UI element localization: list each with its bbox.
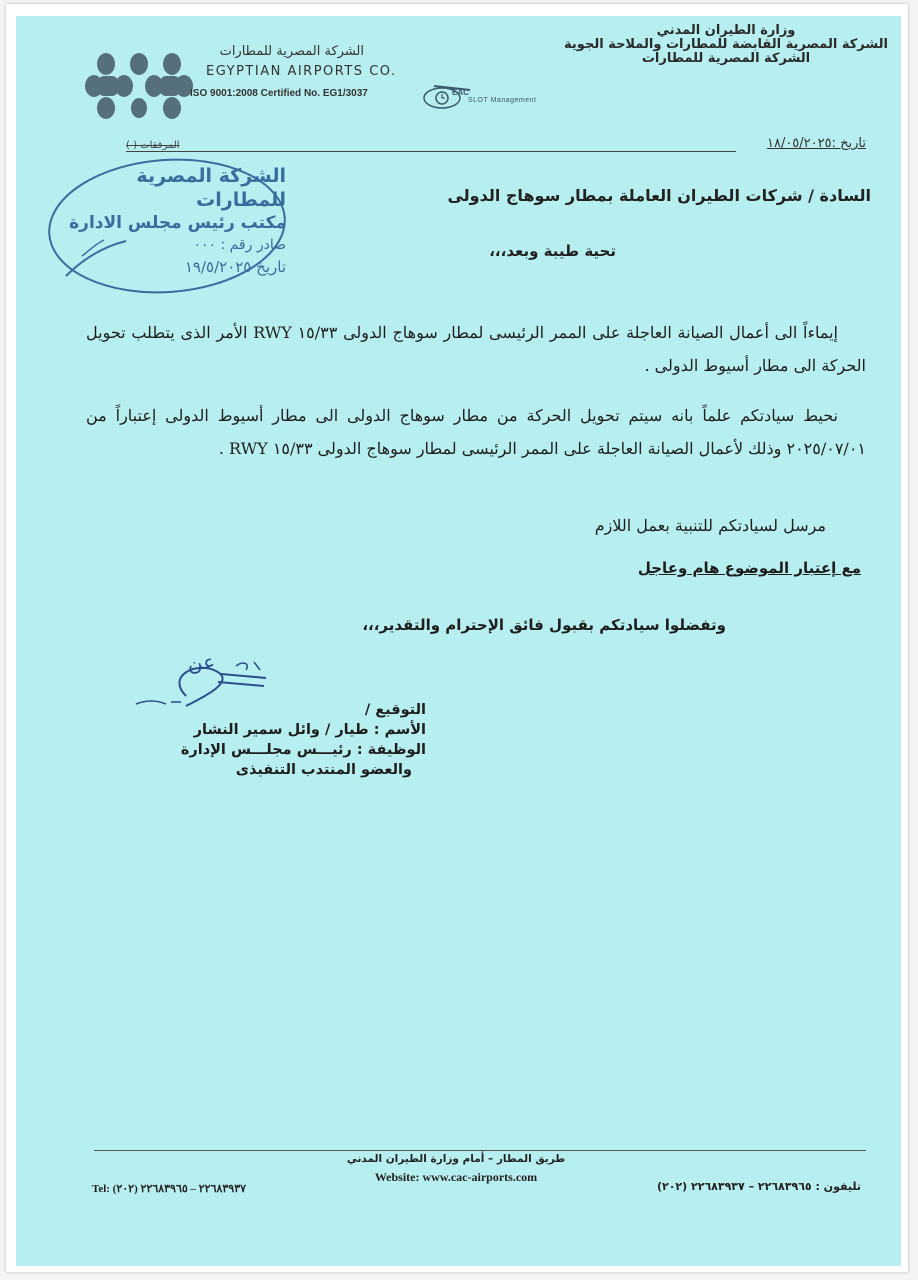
- signature-label: التوقيع /: [364, 702, 426, 718]
- signatory-title-2: والعضو المنتدب التنفيذى: [235, 762, 412, 778]
- footer-address: طريق المطار – أمام وزارة الطيران المدني: [346, 1153, 566, 1165]
- attachments-label: المرفقات ( ): [126, 140, 180, 151]
- iso-certification: ISO 9001:2008 Certified No. EG1/3037: [190, 88, 368, 99]
- stamp-line: مكتب رئيس مجلس الادارة: [69, 213, 286, 233]
- stamp-line: تاريخ ١٩/٥/٢٠٢٥: [184, 258, 286, 276]
- stamp-text: [56, 164, 286, 278]
- footer-phone-arabic: تليفون : ٢٢٦٨٣٩٦٥ – ٢٢٦٨٣٩٣٧ (٢٠٢): [656, 1180, 861, 1193]
- closing-salutation: وتفضلوا سيادتكم بقبول فائق الإحترام والتقدير،،،: [362, 616, 726, 634]
- reference-divider: [126, 151, 736, 152]
- paragraph-3: مرسل لسيادتكم للتنبية بعمل اللازم: [594, 516, 826, 535]
- urgent-notice: مع إعتبار الموضوع هام وعاجل: [637, 559, 861, 577]
- slot-logo-abbr: EAC: [452, 88, 469, 97]
- company-name-english: EGYPTIAN AIRPORTS CO.: [206, 64, 397, 79]
- slot-management-logo-icon: [412, 78, 572, 114]
- footer-website: Website: www.cac-airports.com: [374, 1170, 538, 1184]
- letter-date: تاريخ :١٨/٠٥/٢٠٢٥: [766, 136, 866, 151]
- ministry-line: الشركة المصرية القابضة للمطارات والملاحة الجوية: [564, 37, 888, 52]
- addressee: السادة / شركات الطيران العاملة بمطار سوهاج الدولى: [447, 186, 871, 205]
- signatory-name: الأسم : طيار / وائل سمير النشار: [193, 722, 426, 738]
- footer-divider: [94, 1150, 866, 1151]
- paragraph-2: نحيط سيادتكم علماً بانه سيتم تحويل الحركة من مطار سوهاج الدولى الى مطار أسيوط الدولى إعتباراً من ٢٠٢٥/٠٧/٠١ وذلك لأعمال الصيانة العاجلة على الممر الرئيسى لمطار سوهاج الدولى ١٥/٣٣ RWY .: [86, 406, 866, 458]
- ministry-line: الشركة المصرية للمطارات: [641, 51, 811, 66]
- signatory-title: الوظيفة : رئيـــس مجلـــس الإدارة: [180, 742, 426, 758]
- stamp-line: الشركة المصرية للمطارات: [136, 165, 286, 211]
- letter-page: [16, 16, 901, 1266]
- signature-block: [136, 700, 426, 780]
- slot-logo-text: SLOT Management: [468, 97, 537, 104]
- signature-on-behalf: عن: [188, 650, 216, 674]
- greeting: تحية طيبة وبعد،،،: [489, 242, 616, 260]
- ministry-header: [561, 24, 891, 66]
- egyptian-airports-logo-icon: [84, 46, 194, 126]
- stamp-line: صادر رقم : ٠٠٠: [193, 237, 286, 253]
- ministry-line: وزارة الطيران المدني: [656, 23, 796, 38]
- footer-phone-english: Tel: (٢٠٢) ٢٢٦٨٣٩٣٧ – ٢٢٦٨٣٩٦٥: [92, 1183, 247, 1195]
- paragraph-1: إيماءاً الى أعمال الصيانة العاجلة على الممر الرئيسى لمطار سوهاج الدولى ١٥/٣٣ RWY الأمر الذى يتطلب تحويل الحركة الى مطار أسيوط الدولى .: [86, 323, 866, 375]
- company-name-arabic: الشركة المصرية للمطارات: [219, 44, 364, 59]
